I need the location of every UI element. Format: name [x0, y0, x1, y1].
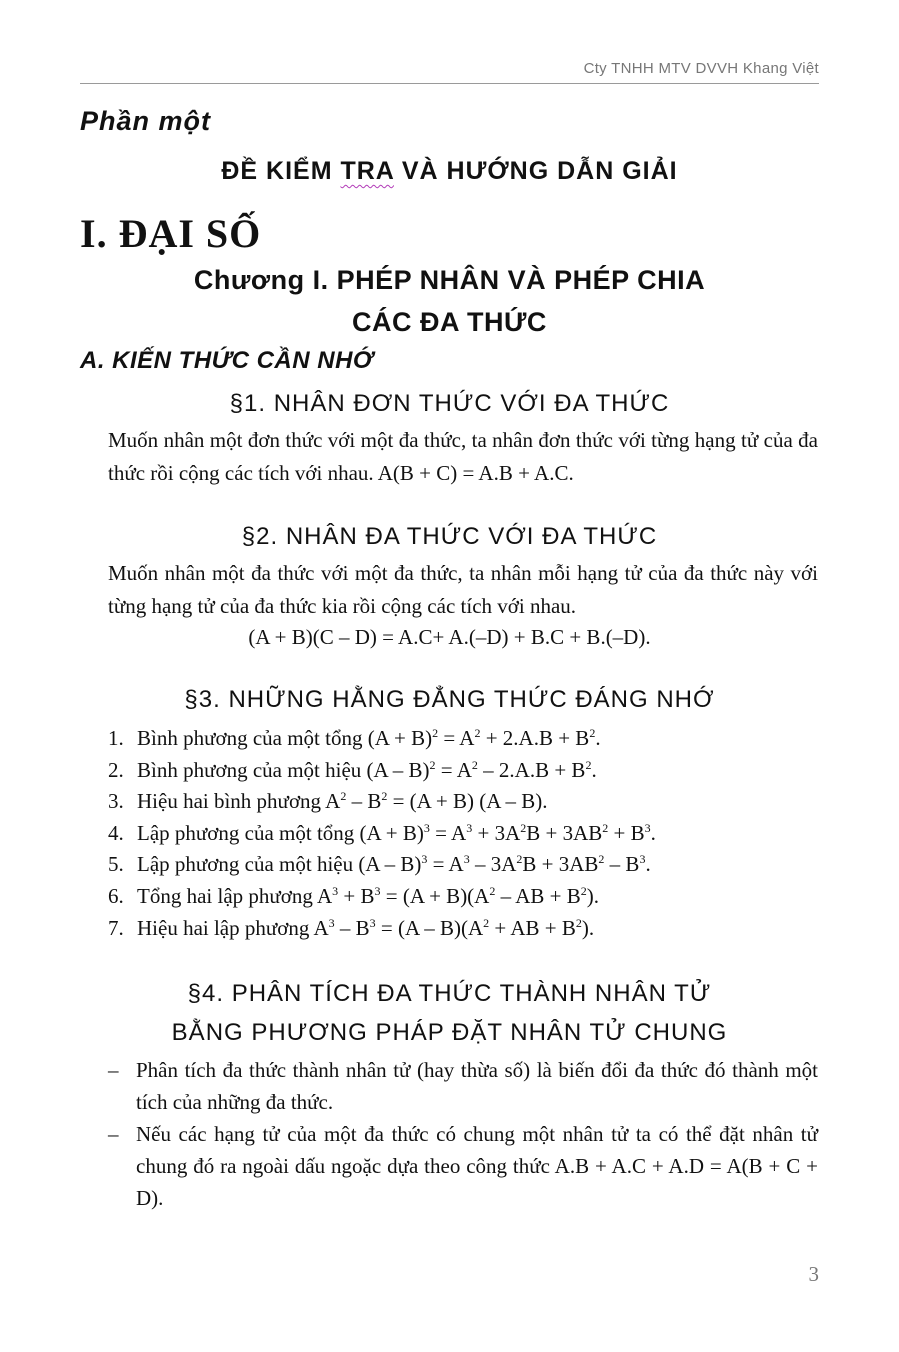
identity-item-7: 7. Hiệu hai lập phương $A^3 - B^3 = (A - B)(A^2$ + AB + $B^2$). [108, 916, 595, 940]
s4-bullet-2-text: Nếu các hạng tử của một đa thức có chung một nhân tử ta có thể đặt nhân tử chung đó ra ngoài dấu ngoặc dựa theo công thức A.B + A.C + A.D = A(B + C + D). [136, 1122, 818, 1210]
s2-formula: (A + B)(C – D) = A.C+ A.(–D) + B.C + B.(–D). [248, 625, 651, 649]
s2-paragraph: Muốn nhân một đa thức với một đa thức, ta nhân mỗi hạng tử của đa thức này với từng hạng tử của đa thức kia rồi cộng các tích với nhau. [108, 561, 818, 618]
part-a-heading: A. KIẾN THỨC CẦN NHỚ [80, 347, 374, 374]
dash-marker: – [108, 1058, 119, 1082]
identity-item-5: 5. Lập phương của một hiệu $(A - B)^3 = A^3 - 3A^2B + 3AB^2 - B^3$. [108, 852, 651, 876]
dash-marker: – [108, 1122, 119, 1146]
section-title: I. ĐẠI SỐ [80, 211, 262, 256]
identity-item-6: 6. Tổng hai lập phương $A^3 + B^3 = (A + B)(A^2$ – AB + $B^2$). [108, 884, 599, 908]
s4-heading-line2: BẰNG PHƯƠNG PHÁP ĐẶT NHÂN TỬ CHUNG [171, 1019, 728, 1046]
page-number: 3 [808, 1262, 819, 1286]
subtitle-start: ĐỀ KIỂM [221, 157, 341, 185]
subtitle-underlined-word: TRA [340, 157, 394, 185]
s4-bullet-1 [108, 1054, 818, 1118]
subtitle-end: VÀ HƯỚNG DẪN GIẢI [393, 157, 678, 185]
identity-item-4: 4. Lập phương của một tổng $(A + B)^3 = A^3 + 3A^2B + 3AB^2 + B^3$. [108, 821, 656, 845]
s3-heading: §3. NHỮNG HẰNG ĐẲNG THỨC ĐÁNG NHỚ [184, 686, 715, 713]
identity-item-1: 1. Bình phương của một tổng $(A + B)^2 = A^2 + 2.A.B + B^2$. [108, 726, 601, 750]
s1-paragraph: Muốn nhân một đơn thức với một đa thức, ta nhân đơn thức với từng hạng tử của đa thức rồi cộng các tích với nhau. A(B + C) = A.B + A.C. [108, 428, 818, 485]
header-rule [80, 83, 819, 84]
running-header: Cty TNHH MTV DVVH Khang Việt [583, 60, 819, 77]
s1-heading: §1. NHÂN ĐƠN THỨC VỚI ĐA THỨC [229, 390, 670, 417]
chapter-title-line2: CÁC ĐA THỨC [352, 307, 547, 337]
identity-item-3: 3. Hiệu hai bình phương $A^2 - B^2 = (A + B)$ (A – B). [108, 789, 548, 813]
part-title: Phần một [80, 106, 212, 136]
s4-bullet-2 [108, 1118, 818, 1214]
identity-item-2: 2. Bình phương của một hiệu $(A - B)^2 = A^2 - 2.A.B + B^2$. [108, 758, 597, 782]
chapter-title-line1: Chương I. PHÉP NHÂN VÀ PHÉP CHIA [193, 265, 706, 295]
s4-bullet-1-text: Phân tích đa thức thành nhân tử (hay thừa số) là biến đổi đa thức đó thành một tích của những đa thức. [136, 1058, 818, 1114]
s4-heading-line1: §4. PHÂN TÍCH ĐA THỨC THÀNH NHÂN TỬ [187, 980, 712, 1007]
s2-heading: §2. NHÂN ĐA THỨC VỚI ĐA THỨC [241, 523, 658, 550]
document-subtitle [0, 157, 899, 186]
